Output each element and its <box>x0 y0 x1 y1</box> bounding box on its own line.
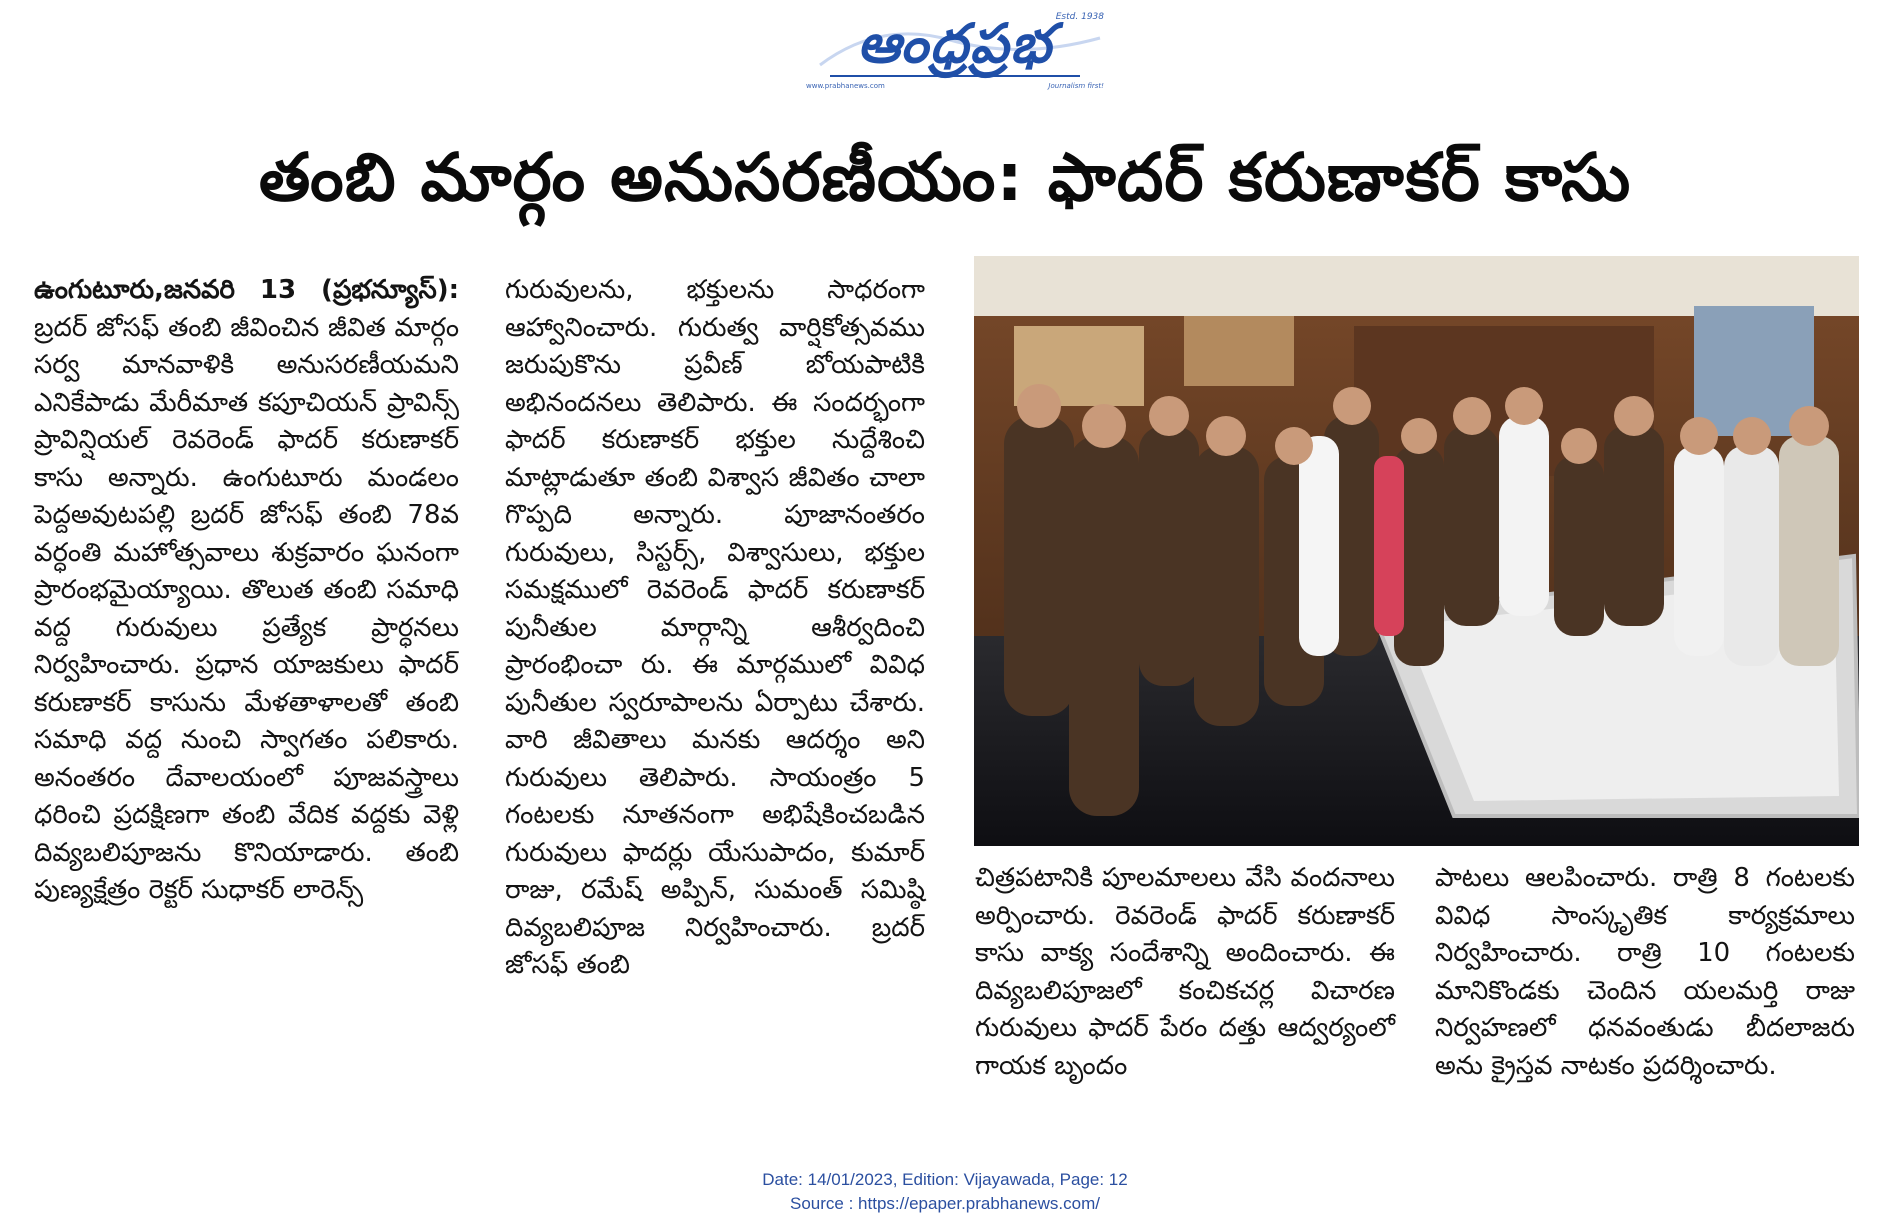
article-column-1 <box>34 272 459 1112</box>
estd-label: Estd. 1938 <box>1055 12 1104 22</box>
article-column-4: పాటలు ఆలపించారు. రాత్రి 8 గంటలకు వివిధ సాంస్కృతిక కార్యక్రమాలు నిర్వహించారు. రాత్రి 10 గంటలకు మానికొండకు చెందిన యలమర్తి రాజు నిర్వహణలో ధనవంతుడు బీదలాజరు అను క్రైస్తవ నాటకం ప్రదర్శించారు. <box>1435 863 1855 1081</box>
masthead-logo <box>800 10 1110 90</box>
source-footer <box>600 1168 1290 1216</box>
website-label: www.prabhanews.com <box>806 82 885 90</box>
article-column-2: గురువులను, భక్తులను సాధరంగా ఆహ్వానించారు. గురుత్వ వార్షికోత్సవము జరుపుకొను ప్రవీణ్ బోయపాటికి అభినందనలు తెలిపారు. ఈ సందర్భంగా ఫాదర్ కరుణాకర్ భక్తుల నుద్దేశించి మాట్లాడుతూ తంబి విశ్వాస జీవితం చాలా గొప్పది అన్నారు. పూజానంతరం గురువులు, సిస్టర్స్, విశ్వాసులు, భక్తుల సమక్షములో రెవరెండ్ ఫాదర్ కరుణాకర్ పునీతుల మార్గాన్ని ఆశీర్వదించి ప్రారంభించా రు. ఈ మార్గములో వివిధ పునీతుల స్వరూపాలను ఏర్పాటు చేశారు. వారి జీవితాలు మనకు ఆదర్శం అని గురువులు తెలిపారు. సాయంత్రం 5 గంటలకు నూతనంగా అభిషేకించబడిన గురువులు ఫాదర్లు యేసుపాదం, కుమార్ రాజు, రమేష్ అప్పిన్, సుమంత్ సమిష్ఠి దివ్యబలిపూజ నిర్వహించారు. బ్రదర్ జోసఫ్ తంబి <box>505 275 925 980</box>
article-photo <box>974 256 1859 846</box>
article-headline: తంబి మార్గం అనుసరణీయం: ఫాదర్ కరుణాకర్ కాసు <box>258 139 1632 216</box>
logo-text: ఆంధ్రప్రభ <box>857 11 1053 75</box>
article-column-1-text: బ్రదర్ జోసఫ్ తంబి జీవించిన జీవిత మార్గం సర్వ మానవాళికి అనుసరణీయమని ఎనికేపాడు మేరీమాత కపూచియన్ ప్రావిన్స్ ప్రావిన్షియల్ రెవరెండ్ ఫాదర్ కరుణాకర్ కాసు అన్నారు. ఉంగుటూరు మండలం పెద్దఅవుటపల్లి బ్రదర్ జోసఫ్ తంబి 78వ వర్ధంతి మహోత్సవాలు శుక్రవారం ఘనంగా ప్రారంభమైయ్యాయి. తొలుత తంబి సమాధి వద్ద గురువులు ప్రత్యేక ప్రార్ధనలు నిర్వహించారు. ప్రధాన యాజకులు ఫాదర్ కరుణాకర్ కాసును మేళతాళాలతో తంబి సమాధి వద్ద నుంచి స్వాగతం పలికారు. అనంతరం దేవాలయంలో పూజవస్త్రాలు ధరించి ప్రదక్షిణగా తంబి వేదిక వద్దకు వెళ్లి దివ్యబలిపూజను కొనియాడారు. తంబి పుణ్యక్షేత్రం రెక్టర్ సుధాకర్ లారెన్స్ <box>34 312 459 905</box>
article-dateline: ఉంగుటూరు,జనవరి 13 (ప్రభన్యూస్): <box>34 275 459 305</box>
tagline-label: Journalism first! <box>1048 82 1104 90</box>
footer-date-line: Date: 14/01/2023, Edition: Vijayawada, Page: 12 <box>762 1170 1128 1189</box>
article-column-3: చిత్రపటానికి పూలమాలలు వేసి వందనాలు అర్పించారు. రెవరెండ్ ఫాదర్ కరుణాకర్ కాసు వాక్య సందేశాన్ని అందించారు. ఈ దివ్యబలిపూజలో కంచికచర్ల విచారణ గురువులు ఫాదర్ పేరం దత్తు ఆద్వర్యంలో గాయక బృందం <box>975 863 1395 1081</box>
photo-illustration <box>974 256 1859 846</box>
footer-source-line: Source : https://epaper.prabhanews.com/ <box>790 1194 1100 1213</box>
